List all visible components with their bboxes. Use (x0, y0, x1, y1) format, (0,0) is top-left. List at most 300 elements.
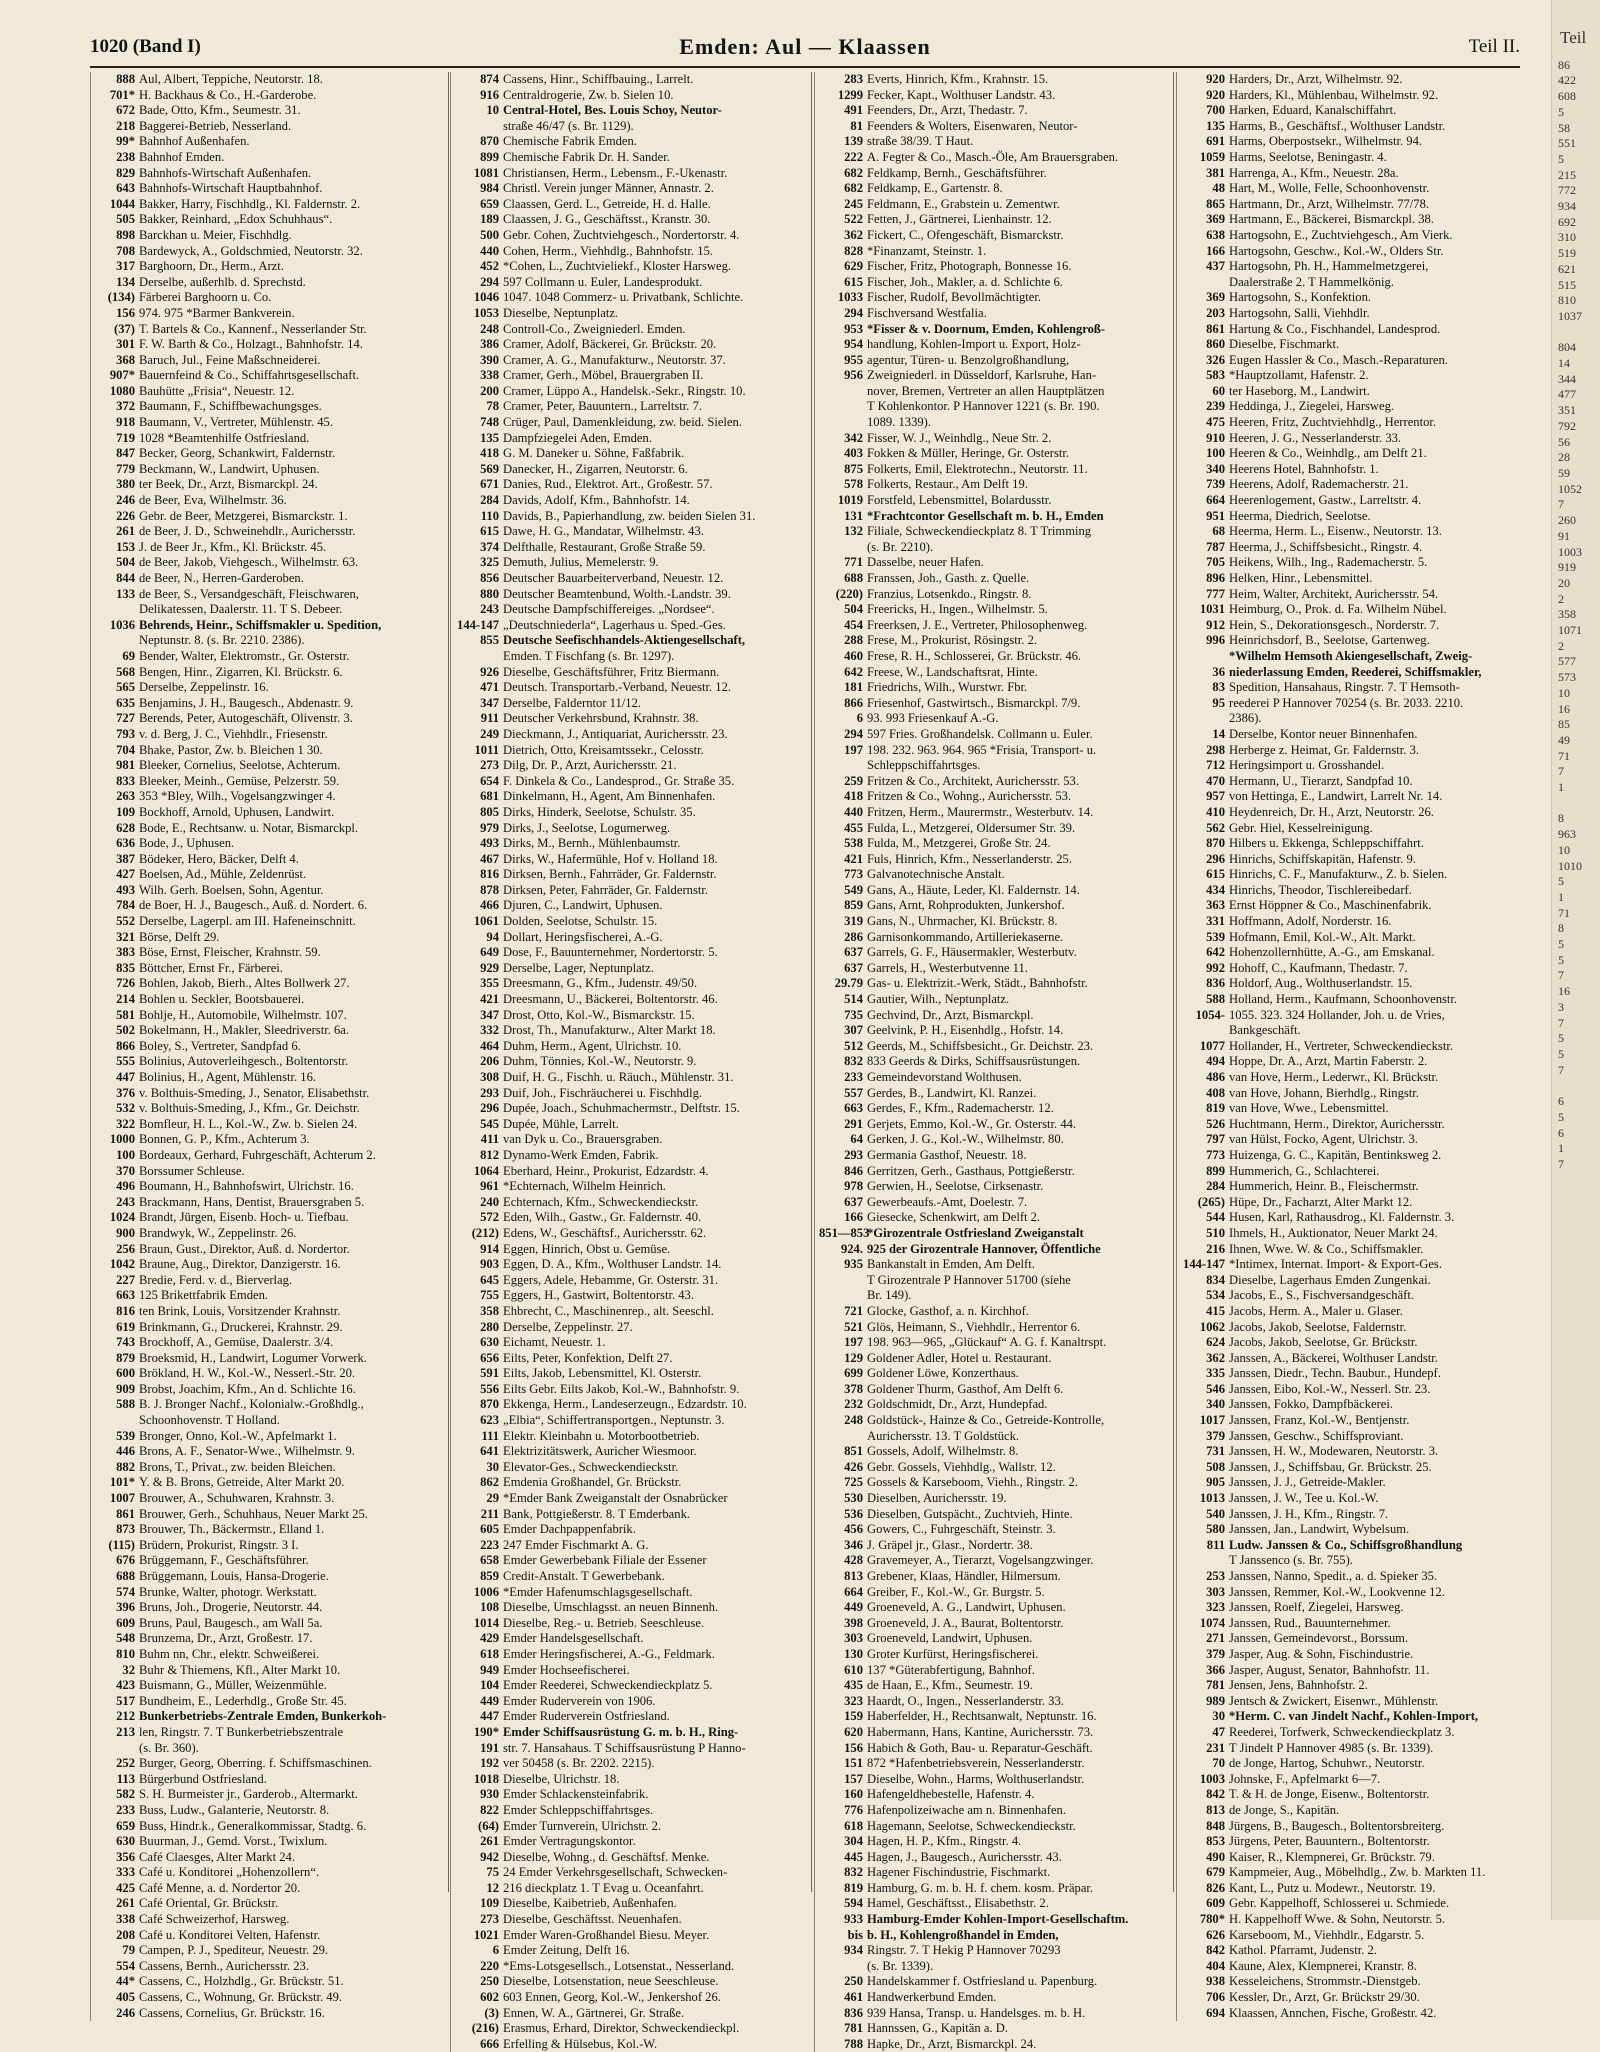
directory-entry (1181, 1164, 1525, 1180)
phone-number: 421 (480, 992, 499, 1007)
subscriber-text: Fritzen & Co., Wohng., Aurichersstr. 53. (867, 789, 1072, 804)
directory-entry (819, 228, 1175, 244)
phone-number: 953 (844, 321, 863, 336)
phone-number: 836 (844, 2005, 863, 2020)
directory-entry (455, 602, 813, 618)
subscriber-text: Garrels, G. F., Häusermakler, Westerbutv. (867, 945, 1077, 960)
phone-number: 1064 (473, 1163, 499, 1178)
directory-entry (455, 1242, 813, 1258)
phone-number: 538 (844, 836, 863, 851)
phone-number: (115) (108, 1537, 135, 1552)
subscriber-text: Brons, T., Privat., zw. beiden Bleichen. (139, 1459, 336, 1474)
directory-entry (455, 1507, 813, 1523)
adjacent-page-numbers: 86 422 608 5 58 551 5 215 772 934 692 310 519 621 515 810 1037 804 14 344 477 351 792 56 28 59 1052 7 260 91 1003 919 20 2 358 1071 2 577 573 10 16 85 49 71 7 1 8 963 10 1010 5 1 71 8 5 5 7 16 3 7 5 5 7 6 5 6 1 7 (1558, 57, 1582, 1171)
phone-number: 935 (844, 1257, 863, 1272)
directory-entry (455, 1320, 813, 1336)
directory-entry (91, 665, 447, 681)
subscriber-text: Aurichersstr. 13. T Goldstück. (867, 1428, 1020, 1443)
subscriber-text: Brobst, Joachim, Kfm., An d. Schlichte 16. (139, 1381, 356, 1396)
directory-entry (455, 1850, 813, 1866)
directory-entry (455, 774, 813, 790)
phone-number: 94 (486, 929, 499, 944)
directory-entry (91, 1335, 447, 1351)
subscriber-text: Hartogsohn, Ph. H., Hammelmetzgerei, (1229, 259, 1429, 274)
phone-number: 376 (116, 1085, 135, 1100)
directory-entry (455, 1943, 813, 1959)
directory-entry (1181, 758, 1525, 774)
directory-entry (91, 290, 447, 306)
subscriber-text: Fickert, C., Ofengeschäft, Bismarckstr. (867, 227, 1064, 242)
directory-entry (455, 1881, 813, 1897)
phone-number: 493 (480, 836, 499, 851)
subscriber-text: Bengen, Hinr., Zigarren, Kl. Brückstr. 6. (139, 664, 343, 679)
subscriber-text: Centraldrogerie, Zw. b. Sielen 10. (503, 87, 674, 102)
phone-number: 81 (850, 118, 863, 133)
subscriber-text: Drost, Th., Manufakturw., Alter Markt 18. (503, 1023, 716, 1038)
phone-number: 1013 (1199, 1491, 1225, 1506)
directory-entry (91, 228, 447, 244)
directory-entry (455, 1210, 813, 1226)
subscriber-text: Harrenga, A., Kfm., Neuestr. 28a. (1229, 165, 1399, 180)
subscriber-text: Huchtmann, Herm., Direktor, Aurichersstr. (1229, 1116, 1445, 1131)
phone-number: 956 (844, 368, 863, 383)
phone-number: 880 (480, 586, 499, 601)
subscriber-text: S. H. Burmeister jr., Garderob., Altermarkt. (139, 1787, 358, 1802)
directory-entry (91, 1210, 447, 1226)
directory-entry (455, 930, 813, 946)
directory-entry (91, 1850, 447, 1866)
subscriber-text: Wilh. Gerh. Boelsen, Sohn, Agentur. (139, 882, 324, 897)
phone-number: 250 (480, 1974, 499, 1989)
phone-number: 755 (480, 1288, 499, 1303)
subscriber-text: Hein, S., Dekorationsgesch., Norderstr. 7. (1229, 617, 1440, 632)
phone-number: 822 (480, 1802, 499, 1817)
directory-entry (455, 976, 813, 992)
phone-number: 427 (116, 867, 135, 882)
directory-entry (91, 1320, 447, 1336)
subscriber-text: Habermann, Hans, Kantine, Aurichersstr. 73. (867, 1724, 1094, 1739)
phone-number: 505 (116, 212, 135, 227)
phone-number: 914 (480, 1241, 499, 1256)
phone-number: 920 (1206, 72, 1225, 86)
subscriber-text: Hapke, Dr., Arzt, Bismarckpl. 24. (867, 2036, 1037, 2051)
phone-number: 243 (480, 602, 499, 617)
phone-number: 139 (844, 134, 863, 149)
subscriber-text: Claassen, J. G., Geschäftsst., Kranstr. 30. (503, 212, 711, 227)
subscriber-text: Janssen, Jan., Landwirt, Wybelsum. (1229, 1522, 1410, 1537)
directory-entry (455, 1101, 813, 1117)
phone-number: 731 (1206, 1444, 1225, 1459)
subscriber-text: Dinkelmann, H., Agent, Am Binnenhafen. (503, 789, 716, 804)
phone-number: 610 (844, 1662, 863, 1677)
phone-number: 539 (1206, 929, 1225, 944)
directory-entry (455, 197, 813, 213)
subscriber-text: Folkerts, Emil, Elektrotechn., Neutorstr. 11. (867, 461, 1088, 476)
directory-entry (819, 1444, 1175, 1460)
phone-number: 773 (844, 867, 863, 882)
directory-entry (819, 774, 1175, 790)
directory-entry (819, 1008, 1175, 1024)
phone-number: 379 (1206, 1428, 1225, 1443)
subscriber-text: H. Kappelhoff Wwe. & Sohn, Neutorstr. 5. (1229, 1912, 1446, 1927)
phone-number: 387 (116, 851, 135, 866)
directory-entry (1181, 883, 1525, 899)
phone-number: 549 (844, 882, 863, 897)
phone-number: 227 (116, 1272, 135, 1287)
directory-entry (91, 1772, 447, 1788)
subscriber-text: Janssen, Nanno, Spedit., a. d. Spieker 35. (1229, 1569, 1438, 1583)
directory-entry (1181, 1741, 1525, 1757)
subscriber-text: de Jonge, Hartog, Schuhwr., Neutorstr. (1229, 1756, 1425, 1771)
subscriber-text: Geerds, M., Schiffsbesicht., Gr. Deichstr. 23. (867, 1038, 1094, 1053)
subscriber-text: F. Dinkela & Co., Landesprod., Gr. Straße 35. (503, 773, 735, 788)
phone-number: 1299 (837, 87, 863, 102)
subscriber-text: Bode, J., Uphusen. (139, 836, 235, 851)
subscriber-text: 603 Ennen, Georg, Kol.-W., Jenkershof 26. (503, 1990, 721, 2005)
phone-number: 426 (844, 1459, 863, 1474)
phone-number: 294 (844, 305, 863, 320)
subscriber-text: v. Bolthuis-Smeding, J., Kfm., Gr. Deichstr. (139, 1101, 360, 1116)
phone-number: 866 (844, 695, 863, 710)
directory-entry (819, 1959, 1175, 1975)
directory-entry (455, 587, 813, 603)
phone-number: 949 (480, 1662, 499, 1677)
directory-entry (91, 524, 447, 540)
phone-number: 1044 (109, 196, 135, 211)
phone-number: 446 (116, 1444, 135, 1459)
phone-number: 335 (1206, 1366, 1225, 1381)
directory-entry (819, 415, 1175, 431)
directory-entry (91, 587, 447, 603)
phone-number: 70 (1212, 1756, 1225, 1771)
directory-entry (455, 1366, 813, 1382)
subscriber-text: Börse, Delft 29. (139, 929, 220, 944)
phone-number: 428 (844, 1553, 863, 1568)
subscriber-text: Bakker, Reinhard, „Edox Schuhhaus“. (139, 212, 333, 227)
phone-number: 552 (116, 914, 135, 929)
subscriber-text: 216 dieckplatz 1. T Evag u. Oceanfahrt. (503, 1880, 704, 1895)
directory-entry (91, 930, 447, 946)
subscriber-text: Brunke, Walter, photogr. Werkstatt. (139, 1584, 317, 1599)
directory-entry (91, 462, 447, 478)
directory-entry (819, 727, 1175, 743)
phone-number: 926 (480, 664, 499, 679)
subscriber-text: Eden, Wilh., Gastw., Gr. Faldernstr. 40. (503, 1210, 702, 1225)
subscriber-text: Deutsche Seefischhandels-Aktiengesellschaft, (503, 633, 746, 648)
directory-entry (1181, 665, 1525, 681)
directory-entry (1181, 524, 1525, 540)
subscriber-text: H. Backhaus & Co., H.-Garderobe. (139, 87, 317, 102)
phone-number: 456 (844, 1522, 863, 1537)
phone-number: 512 (844, 1038, 863, 1053)
phone-number: 641 (480, 1444, 499, 1459)
directory-entry (819, 477, 1175, 493)
phone-number: 30 (486, 1459, 499, 1474)
subscriber-text: Duif, Joh., Fischräucherei u. Fischhdlg. (503, 1085, 703, 1100)
subscriber-text: Bockhoff, Arnold, Uphusen, Landwirt. (139, 804, 335, 819)
directory-entry (1181, 275, 1525, 291)
directory-entry (91, 166, 447, 182)
subscriber-text: Bomfleur, H. L., Kol.-W., Zw. b. Sielen 24. (139, 1116, 358, 1131)
directory-entry (1181, 1709, 1525, 1725)
phone-number: 135 (1206, 118, 1225, 133)
phone-number: 211 (480, 1506, 499, 1521)
directory-entry (819, 852, 1175, 868)
phone-number: 369 (1206, 212, 1225, 227)
subscriber-text: Bronger, Onno, Kol.-W., Apfelmarkt 1. (139, 1428, 337, 1443)
directory-entry (819, 633, 1175, 649)
directory-entry (1181, 602, 1525, 618)
phone-number: 79 (122, 1943, 135, 1958)
directory-entry (455, 852, 813, 868)
directory-entry (455, 259, 813, 275)
phone-number: 682 (844, 165, 863, 180)
directory-entry (819, 212, 1175, 228)
phone-number: 725 (844, 1475, 863, 1490)
phone-number: 246 (116, 2005, 135, 2020)
directory-entry (91, 633, 447, 649)
directory-entry (455, 1663, 813, 1679)
phone-number: 658 (480, 1553, 499, 1568)
phone-number: 700 (1206, 103, 1225, 118)
subscriber-text: Janssen, Roelf, Ziegelei, Harsweg. (1229, 1600, 1404, 1615)
subscriber-text: Erasmus, Erhard, Direktor, Schweckendieckpl. (503, 2021, 740, 2036)
phone-number: 1021 (473, 1927, 499, 1942)
phone-number: 216 (1206, 1241, 1225, 1256)
subscriber-text: Heimburg, O., Prok. d. Fa. Wilhelm Nübel. (1229, 602, 1447, 617)
subscriber-text: Deutsche Dampfschiffereiges. „Nordsee“. (503, 602, 715, 617)
subscriber-text: Heeren, Fritz, Zuchtviehhdlg., Herrentor. (1229, 415, 1437, 430)
subscriber-text: Elektr. Kleinbahn u. Motorbootbetrieb. (503, 1428, 700, 1443)
phone-number: 615 (844, 274, 863, 289)
phone-number: 293 (844, 1147, 863, 1162)
phone-number: 273 (480, 758, 499, 773)
phone-number: 366 (1206, 1662, 1225, 1677)
directory-entry (91, 1132, 447, 1148)
directory-entry (1181, 353, 1525, 369)
directory-entry (819, 1210, 1175, 1226)
subscriber-text: Dirks, M., Bernh., Mühlenbaumstr. (503, 836, 681, 851)
phone-number: 261 (480, 1834, 499, 1849)
phone-number: 252 (116, 1756, 135, 1771)
subscriber-text: agentur, Türen- u. Benzolgroßhandlung, (867, 352, 1070, 367)
phone-number: 649 (480, 945, 499, 960)
directory-entry (1181, 1429, 1525, 1445)
directory-entry (1181, 415, 1525, 431)
directory-entry (819, 88, 1175, 104)
subscriber-text: Derselbe, Lagerpl. am III. Hafeneinschnitt. (139, 914, 356, 929)
subscriber-text: Emder Schleppschiffahrtsges. (503, 1802, 654, 1817)
subscriber-text: Brouwer, A., Schuhwaren, Krahnstr. 3. (139, 1491, 335, 1506)
directory-entry (91, 493, 447, 509)
directory-entry (455, 867, 813, 883)
directory-entry (455, 1616, 813, 1632)
phone-number: 578 (844, 477, 863, 492)
directory-entry (1181, 821, 1525, 837)
subscriber-text: Heim, Walter, Architekt, Aurichersstr. 54. (1229, 586, 1439, 601)
subscriber-text: Harders, Kl., Mühlenbau, Wilhelmstr. 92. (1229, 87, 1439, 102)
subscriber-text: Hinrichs, Theodor, Tischlereibedarf. (1229, 882, 1412, 897)
subscriber-text: Brunzema, Dr., Arzt, Großestr. 17. (139, 1631, 313, 1646)
directory-entry (455, 743, 813, 759)
directory-entry (91, 1881, 447, 1897)
phone-number: 609 (116, 1615, 135, 1630)
directory-entry (91, 1304, 447, 1320)
phone-number: 191 (480, 1740, 499, 1755)
subscriber-text: ter Haseborg, M., Landwirt. (1229, 383, 1370, 398)
subscriber-text: Jacobs, Herm. A., Maler u. Glaser. (1229, 1303, 1403, 1318)
phone-number: 294 (480, 274, 499, 289)
subscriber-text: Ihmels, H., Auktionator, Neuer Markt 24. (1229, 1225, 1438, 1240)
directory-entry (455, 555, 813, 571)
subscriber-text: Gerken, J. G., Kol.-W., Wilhelmstr. 80. (867, 1132, 1064, 1147)
phone-number: 29.79 (834, 976, 863, 991)
subscriber-text: Heringsimport u. Grosshandel. (1229, 758, 1385, 773)
directory-column-1 (90, 72, 447, 2021)
phone-number: 954 (844, 337, 863, 352)
phone-number: 220 (480, 1958, 499, 1973)
phone-number: 726 (116, 976, 135, 991)
directory-entry (819, 181, 1175, 197)
directory-entry (91, 1678, 447, 1694)
directory-entry (819, 945, 1175, 961)
directory-entry (455, 1226, 813, 1242)
subscriber-text: J. de Beer Jr., Kfm., Kl. Brückstr. 45. (139, 539, 327, 554)
subscriber-text: T Kohlenkontor. P Hannover 1221 (s. Br. 190. (867, 399, 1100, 414)
directory-entry (1181, 306, 1525, 322)
subscriber-text: Emder Handelsgesellschaft. (503, 1631, 644, 1646)
subscriber-text: Jasper, August, Senator, Bahnhofstr. 11. (1229, 1662, 1430, 1677)
directory-entry (1181, 1397, 1525, 1413)
subscriber-text: Gerwien, H., Seelotse, Cirksenastr. (867, 1179, 1044, 1194)
directory-entry (819, 789, 1175, 805)
directory-entry (455, 1444, 813, 1460)
subscriber-text: len, Ringstr. 7. T Bunkerbetriebszentrale (139, 1724, 344, 1739)
phone-number: 36 (1212, 664, 1225, 679)
phone-number: 618 (480, 1646, 499, 1661)
phone-number: 905 (1206, 1475, 1225, 1490)
phone-number: 1080 (109, 383, 135, 398)
directory-entry (455, 1164, 813, 1180)
subscriber-text: Gerdes, F., Kfm., Rademacherstr. 12. (867, 1101, 1054, 1116)
subscriber-text: Janssen, Eibo, Kol.-W., Nesserl. Str. 23. (1229, 1381, 1431, 1396)
phone-number: 435 (844, 1678, 863, 1693)
subscriber-text: Dampfziegelei Aden, Emden. (503, 430, 652, 445)
subscriber-text: Hartmann, Dr., Arzt, Wilhelmstr. 77/78. (1229, 196, 1430, 211)
directory-entry (1181, 633, 1525, 649)
directory-entry (1181, 103, 1525, 119)
subscriber-text: Duhm, Tönnies, Kol.-W., Neutorstr. 9. (503, 1054, 697, 1069)
directory-entry (455, 1413, 813, 1429)
phone-number: 159 (844, 1709, 863, 1724)
directory-entry (91, 1787, 447, 1803)
phone-number: 777 (1206, 586, 1225, 601)
phone-number: 411 (480, 1132, 499, 1147)
directory-entry (91, 1819, 447, 1835)
subscriber-text: Everts, Hinrich, Kfm., Krahnstr. 15. (867, 72, 1049, 86)
directory-entry (1181, 1226, 1525, 1242)
phone-number: 6 (492, 1943, 499, 1958)
directory-entry (1181, 88, 1525, 104)
directory-entry (91, 914, 447, 930)
directory-entry (455, 181, 813, 197)
subscriber-text: Hoppe, Dr. A., Arzt, Martin Faberstr. 2. (1229, 1054, 1428, 1069)
subscriber-text: Dirksen, Peter, Fahrräder, Gr. Faldernstr. (503, 882, 708, 897)
directory-entry (91, 1101, 447, 1117)
subscriber-text: Buurman, J., Gemd. Vorst., Twixlum. (139, 1834, 328, 1849)
subscriber-text: Ekkenga, Herm., Landeserzeugn., Edzardstr. 10. (503, 1397, 747, 1412)
subscriber-text: 833 Geerds & Dirks, Schiffsausrüstungen. (867, 1054, 1081, 1069)
directory-entry (91, 2006, 447, 2022)
phone-number: 208 (116, 1927, 135, 1942)
subscriber-text: Fischer, Joh., Makler, a. d. Schlichte 6. (867, 274, 1063, 289)
subscriber-text: Feldkamp, E., Gartenstr. 8. (867, 181, 1003, 196)
phone-number: 284 (480, 493, 499, 508)
directory-entry (91, 244, 447, 260)
phone-number: 544 (1206, 1210, 1225, 1225)
directory-entry (819, 1725, 1175, 1741)
phone-number: 390 (480, 352, 499, 367)
directory-entry (819, 1023, 1175, 1039)
subscriber-text: Geelvink, P. H., Eisenhdlg., Hofstr. 14. (867, 1023, 1064, 1038)
directory-entry (91, 103, 447, 119)
subscriber-text: Forstfeld, Lebensmittel, Bolardusstr. (867, 493, 1052, 508)
subscriber-text: Deutscher Verkehrsbund, Krahnstr. 38. (503, 711, 699, 726)
subscriber-text: Schoonhovenstr. T Holland. (139, 1413, 280, 1428)
directory-entry (819, 446, 1175, 462)
subscriber-text: v. Bolthuis-Smeding, J., Senator, Elisabethstr. (139, 1085, 370, 1100)
directory-entry (455, 493, 813, 509)
phone-number: 699 (844, 1366, 863, 1381)
phone-number: 679 (1206, 1865, 1225, 1880)
phone-number: 338 (116, 1912, 135, 1927)
directory-entry (91, 1990, 447, 2006)
directory-entry (455, 1694, 813, 1710)
phone-number: 47 (1212, 1724, 1225, 1739)
subscriber-text: Dirks, W., Hafermühle, Hof v. Holland 18. (503, 851, 718, 866)
subscriber-text: Cramer, Lüppo A., Handelsk.-Sekr., Ringstr. 10. (503, 383, 746, 398)
phone-number: 496 (116, 1179, 135, 1194)
subscriber-text: Janssen, J. J., Getreide-Makler. (1229, 1475, 1386, 1490)
subscriber-text: Gebr. Hiel, Kesselreinigung. (1229, 820, 1373, 835)
phone-number: 656 (480, 1350, 499, 1365)
directory-entry (455, 368, 813, 384)
subscriber-text: Claassen, Gerd. L., Getreide, H. d. Halle. (503, 196, 711, 211)
directory-entry (819, 337, 1175, 353)
phone-number: 1018 (473, 1771, 499, 1786)
directory-entry (455, 1491, 813, 1507)
subscriber-text: Bardewyck, A., Goldschmied, Neutorstr. 32. (139, 243, 363, 258)
phone-number: 362 (844, 227, 863, 242)
subscriber-text: Groeneveld, Landwirt, Uphusen. (867, 1631, 1033, 1646)
directory-entry (91, 602, 447, 618)
directory-entry (91, 805, 447, 821)
directory-entry (455, 1132, 813, 1148)
subscriber-text: T Jindelt P Hannover 4985 (s. Br. 1339). (1229, 1740, 1434, 1755)
phone-number: 609 (1206, 1896, 1225, 1911)
subscriber-text: 353 *Bley, Wilh., Vogelsangzwinger 4. (139, 789, 336, 804)
subscriber-text: Feenders & Wolters, Eisenwaren, Neutor- (867, 118, 1078, 133)
subscriber-text: Hagemann, Seelotse, Schweckendieckstr. (867, 1818, 1076, 1833)
directory-entry (455, 399, 813, 415)
column-divider (811, 72, 812, 1892)
directory-entry (819, 72, 1175, 88)
directory-entry (91, 446, 447, 462)
directory-entry (91, 1226, 447, 1242)
phone-number: 793 (116, 726, 135, 741)
subscriber-text: Grebener, Klaas, Händler, Hilmersum. (867, 1569, 1061, 1583)
phone-number: 842 (1206, 1787, 1225, 1802)
